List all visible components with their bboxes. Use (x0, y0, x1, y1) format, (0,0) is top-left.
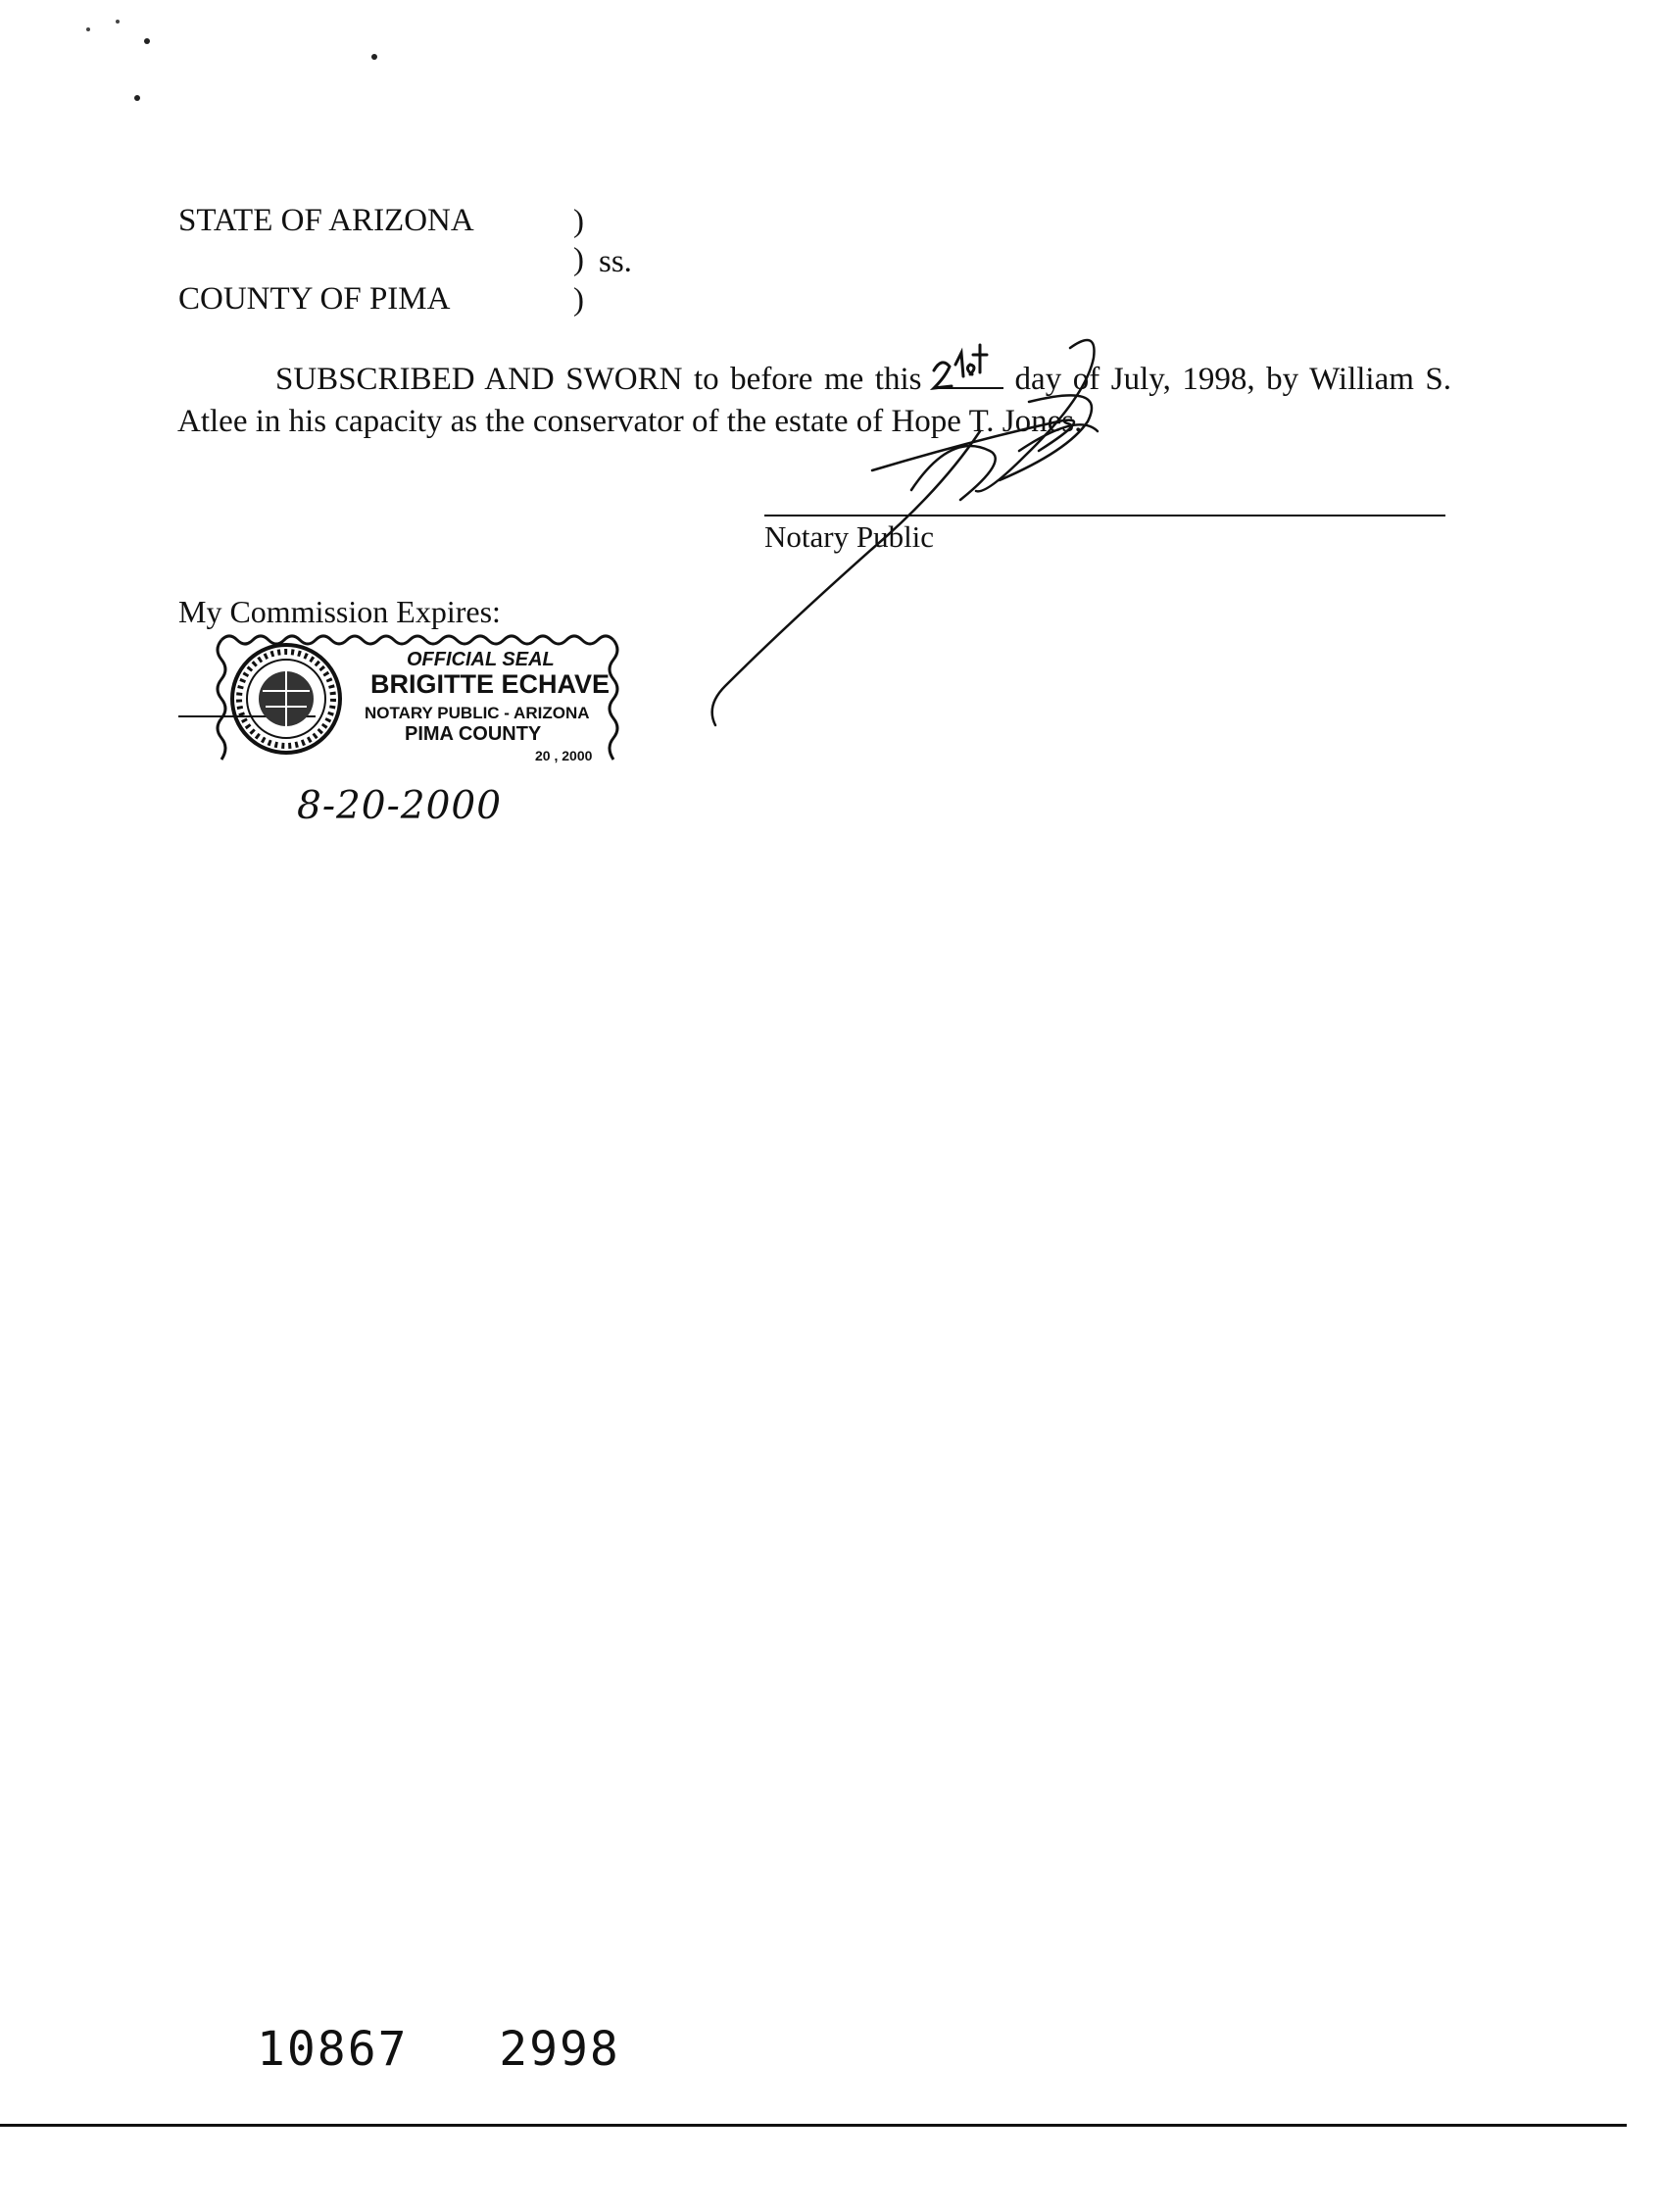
seal-expiry: 20 , 2000 (535, 748, 593, 763)
venue-paren-3: ) (573, 282, 584, 318)
seal-notary-name: BRIGITTE ECHAVE (370, 669, 611, 699)
seal-county: PIMA COUNTY (405, 723, 542, 745)
bottom-rule (0, 2124, 1627, 2127)
commission-expires-label: My Commission Expires: (178, 594, 501, 629)
handwritten-expiry-date: 8-20-2000 (297, 784, 503, 828)
notary-seal-stamp (212, 630, 623, 769)
jurat-text-end: day of July, 1998, by William S. Atlee in his capacity as the conservator of the estate of Hope T. Jones. (177, 362, 1452, 439)
day-blank (933, 366, 1003, 389)
venue-paren-1: ) (573, 204, 584, 239)
venue-ss: ss. (599, 244, 632, 279)
venue-state: STATE OF ARIZONA (178, 203, 474, 238)
document-number: 10867 2998 (257, 2022, 620, 2077)
venue-paren-2: ) (573, 242, 584, 277)
venue-county: COUNTY OF PIMA (178, 281, 451, 317)
jurat-text-start: SUBSCRIBED AND SWORN to before me this (275, 362, 922, 397)
notary-public-caption: Notary Public (764, 519, 935, 554)
signature-line (764, 515, 1445, 516)
seal-official-label: OFFICIAL SEAL (407, 649, 555, 670)
jurat-paragraph (177, 359, 1451, 443)
seal-notary-title: NOTARY PUBLIC - ARIZONA (365, 704, 590, 722)
